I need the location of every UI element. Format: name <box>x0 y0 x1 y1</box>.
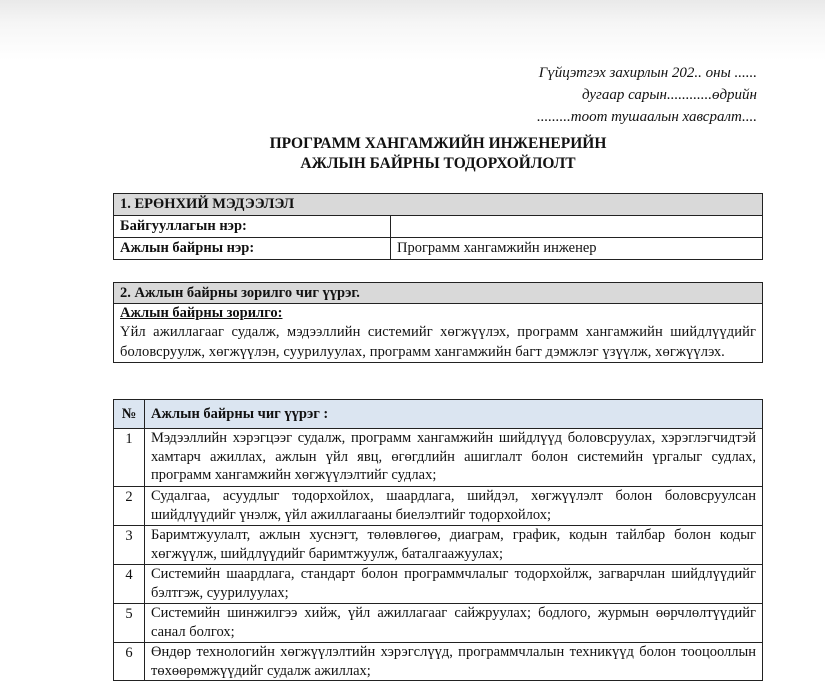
duty-text: Судалгаа, асуудлыг тодорхойлох, шаардлага, шийдэл, хөгжүүлэлт болон боловсруулсан шийдлүүдийг үнэлж, үйл ажиллагааны биелэлтийг тодорхойлох; <box>145 487 763 526</box>
duty-number: 3 <box>114 526 145 565</box>
general-info-heading: 1. ЕРӨНХИЙ МЭДЭЭЛЭЛ <box>114 194 763 216</box>
approval-note <box>427 62 757 128</box>
duty-number: 1 <box>114 429 145 487</box>
position-label: Ажлын байрны нэр: <box>114 238 391 260</box>
duty-number: 2 <box>114 487 145 526</box>
title-line-1: ПРОГРАММ ХАНГАМЖИЙН ИНЖЕНЕРИЙН <box>269 135 607 152</box>
table-row <box>114 429 763 487</box>
duty-text: Мэдээллийн хэрэгцээг судалж, программ хангамжийн шийдлүүд боловсруулах, хэрэглэгчидтэй хамтарч ажиллах, ажлын үйл явц, өгөгдлийн ашиглалт болон системийн үргалыг судлах, программ хангамжийн хөгжүүлэлтийг судлах; <box>145 429 763 487</box>
table-row <box>114 526 763 565</box>
position-value: Программ хангамжийн инженер <box>391 238 763 260</box>
duty-number: 6 <box>114 643 145 681</box>
table-row <box>114 487 763 526</box>
duties-table <box>113 399 763 681</box>
general-info-table <box>113 193 763 260</box>
organization-value <box>391 216 763 238</box>
purpose-cell <box>114 304 763 363</box>
purpose-text: Үйл ажиллагааг судалж, мэдээллийн системийг хөгжүүлэх, программ хангамжийн шийдлүүдийг боловсруулж, хөгжүүлэн, суурилуулах, программ хангамжийн багт дэмжлэг үзүүлж, хөгжүүлэх. <box>120 324 756 360</box>
purpose-subheading: Ажлын байрны зорилго: <box>120 305 283 321</box>
approval-line-3: .........тоот тушаалын хавсралт.... <box>537 109 757 125</box>
document-title <box>112 134 764 174</box>
duties-col-title: Ажлын байрны чиг үүрэг : <box>145 400 763 429</box>
table-row <box>114 643 763 681</box>
purpose-table <box>113 282 763 363</box>
title-line-2: АЖЛЫН БАЙРНЫ ТОДОРХОЙЛОЛТ <box>300 155 576 172</box>
duty-text: Системийн шинжилгээ хийж, үйл ажиллагааг сайжруулах; бодлого, журмын өөрчлөлтүүдийг санал болгох; <box>145 604 763 643</box>
duty-number: 4 <box>114 565 145 604</box>
duty-text: Өндөр технологийн хөгжүүлэлтийн хэрэгслүүд, программчлалын техникүүд болон тооцооллын төхөөрөмжүүдийг судалж ажиллах; <box>145 643 763 681</box>
scan-shadow <box>0 0 825 60</box>
organization-label: Байгууллагын нэр: <box>114 216 391 238</box>
approval-line-1: Гүйцэтгэх захирлын 202.. оны ...... <box>538 65 757 81</box>
duties-col-number: № <box>114 400 145 429</box>
purpose-heading: 2. Ажлын байрны зорилго чиг үүрэг. <box>114 283 763 304</box>
duty-text: Системийн шаардлага, стандарт болон программчлалыг тодорхойлж, загварчлан шийдлүүдийг бэлтгэж, суурилуулах; <box>145 565 763 604</box>
duty-text: Баримтжуулалт, ажлын хуснэгт, төлөвлөгөө, диаграм, график, кодын тайлбар болон кодыг хөгжүүлж, шийдлүүдийг баримтжуулж, баталгаажуулах; <box>145 526 763 565</box>
table-row <box>114 604 763 643</box>
approval-line-2: дугаар сарын............өдрийн <box>581 87 757 103</box>
duty-number: 5 <box>114 604 145 643</box>
table-row <box>114 565 763 604</box>
